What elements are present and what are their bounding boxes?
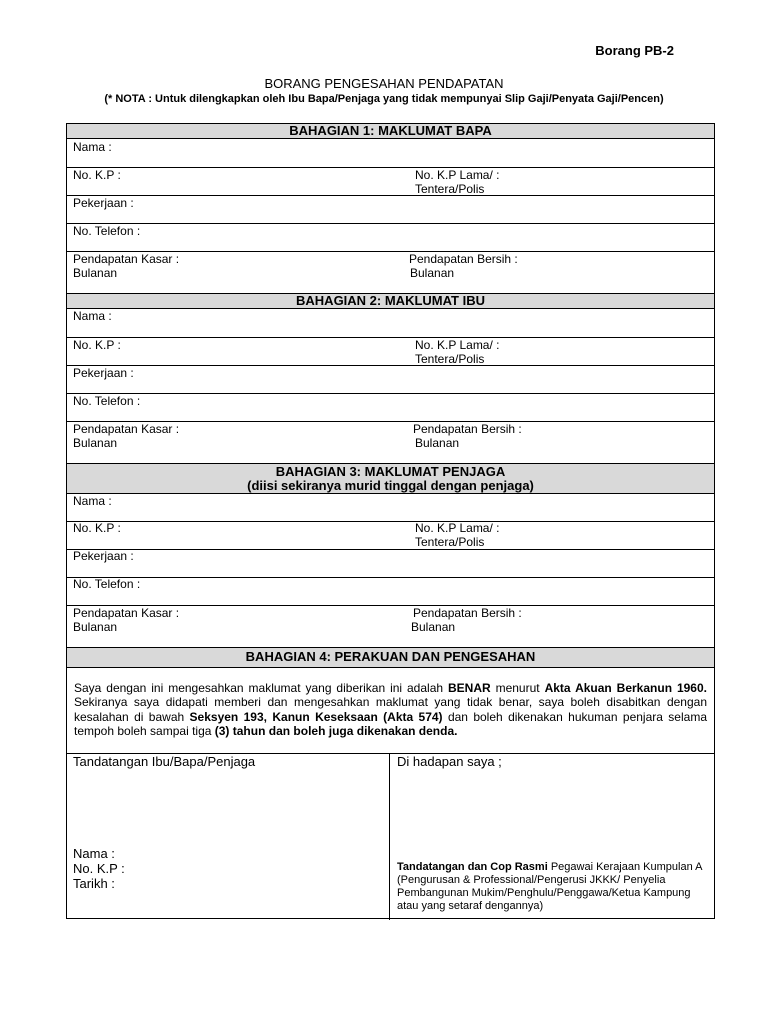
witness-title: Di hadapan saya ; xyxy=(397,754,502,769)
official-stamp-note xyxy=(397,861,712,913)
declaration-part-2: menurut xyxy=(490,681,545,695)
mother-job-row[interactable] xyxy=(67,366,714,394)
declaration-part-4: dan boleh dikenakan hukuman penjara selama tempoh boleh sampai tiga xyxy=(74,709,707,739)
section-2-title: BAHAGIAN 2: MAKLUMAT IBU xyxy=(296,293,485,308)
mother-phone-label: No. Telefon : xyxy=(73,394,141,408)
father-ic-row[interactable] xyxy=(67,168,714,196)
official-stamp-bold: Tandatangan dan Cop Rasmi xyxy=(397,861,548,873)
mother-ic-label: No. K.P : xyxy=(73,338,121,352)
father-name-label: Nama : xyxy=(73,140,112,154)
mother-name-row[interactable] xyxy=(67,309,714,338)
father-gross-monthly-label: Bulanan xyxy=(73,266,118,280)
mother-name-label: Nama : xyxy=(73,309,112,323)
father-job-label: Pekerjaan : xyxy=(73,196,134,210)
section-1-header xyxy=(67,124,714,139)
signer-name-label: Nama : xyxy=(73,846,115,861)
guardian-army-police-label: Tentera/Polis xyxy=(415,535,485,549)
guardian-job-row[interactable] xyxy=(67,550,714,578)
form-code: Borang PB-2 xyxy=(595,43,674,58)
section-4-title: BAHAGIAN 4: PERAKUAN DAN PENGESAHAN xyxy=(245,649,536,664)
guardian-gross-monthly-label: Bulanan xyxy=(73,620,118,634)
mother-old-ic-label: No. K.P Lama/ : xyxy=(415,338,500,352)
guardian-name-label: Nama : xyxy=(73,494,112,508)
form-table xyxy=(66,123,715,919)
guardian-gross-income-label: Pendapatan Kasar : xyxy=(73,606,180,620)
guardian-ic-row[interactable] xyxy=(67,522,714,550)
father-phone-label: No. Telefon : xyxy=(73,224,141,238)
mother-gross-monthly-label: Bulanan xyxy=(73,436,118,450)
declaration-part-3: Sekiranya saya didapati memberi dan mengesahkan maklumat yang tidak benar, saya boleh disabitkan dengan kesalahan di bawah xyxy=(74,695,707,724)
guardian-ic-label: No. K.P : xyxy=(73,521,121,535)
mother-income-row[interactable] xyxy=(67,422,714,464)
father-gross-income-label: Pendapatan Kasar : xyxy=(73,252,180,266)
witness-signature-box[interactable] xyxy=(390,754,714,920)
mother-gross-income-label: Pendapatan Kasar : xyxy=(73,422,180,436)
section-3-subtitle: (diisi sekiranya murid tinggal dengan penjaga) xyxy=(247,478,534,493)
declaration-true-bold: BENAR xyxy=(447,681,491,695)
guardian-name-row[interactable] xyxy=(67,494,714,522)
father-phone-row[interactable] xyxy=(67,224,714,252)
declaration-part-1: Saya dengan ini mengesahkan maklumat yang diberikan ini adalah xyxy=(74,681,448,695)
declaration-penalty-bold: (3) tahun dan boleh juga dikenakan denda. xyxy=(214,724,458,739)
declaration-act-bold: Akta Akuan Berkanun 1960. xyxy=(544,681,707,695)
section-3-header xyxy=(67,464,714,494)
section-3-title: BAHAGIAN 3: MAKLUMAT PENJAGA xyxy=(275,464,506,479)
parent-signature-title: Tandatangan Ibu/Bapa/Penjaga xyxy=(73,754,256,769)
signer-ic-label: No. K.P : xyxy=(73,861,125,876)
father-income-row[interactable] xyxy=(67,252,714,294)
declaration-text xyxy=(74,681,707,739)
mother-phone-row[interactable] xyxy=(67,394,714,422)
father-old-ic-label: No. K.P Lama/ : xyxy=(415,168,500,182)
section-1-title: BAHAGIAN 1: MAKLUMAT BAPA xyxy=(289,123,492,138)
official-stamp-text: Pegawai Kerajaan Kumpulan A (Pengurusan & Professional/Pengerusi JKKK/ Penyelia Pembangunan Mukim/Penghulu/Penggawa/Ketua Kampung atau yang setaraf dengannya) xyxy=(397,861,702,912)
father-net-monthly-label: Bulanan xyxy=(410,266,455,280)
father-net-income-label: Pendapatan Bersih : xyxy=(409,252,518,266)
mother-job-label: Pekerjaan : xyxy=(73,366,134,380)
guardian-phone-row[interactable] xyxy=(67,578,714,606)
signer-date-label: Tarikh : xyxy=(73,876,115,891)
section-2-header xyxy=(67,294,714,309)
father-job-row[interactable] xyxy=(67,196,714,224)
guardian-phone-label: No. Telefon : xyxy=(73,577,141,591)
father-name-row[interactable] xyxy=(67,139,714,168)
guardian-income-row[interactable] xyxy=(67,606,714,648)
mother-net-income-label: Pendapatan Bersih : xyxy=(413,422,522,436)
mother-net-monthly-label: Bulanan xyxy=(415,436,460,450)
declaration-section-bold: Seksyen 193, Kanun Keseksaan (Akta 574) xyxy=(189,709,443,724)
guardian-old-ic-label: No. K.P Lama/ : xyxy=(415,521,500,535)
form-title: BORANG PENGESAHAN PENDAPATAN xyxy=(264,76,504,91)
guardian-job-label: Pekerjaan : xyxy=(73,549,134,563)
declaration-block xyxy=(67,668,714,754)
parent-signature-box[interactable] xyxy=(67,754,390,920)
father-ic-label: No. K.P : xyxy=(73,168,121,182)
guardian-net-income-label: Pendapatan Bersih : xyxy=(413,606,522,620)
mother-ic-row[interactable] xyxy=(67,338,714,366)
section-4-header xyxy=(67,648,714,668)
form-note: (* NOTA : Untuk dilengkapkan oleh Ibu Bapa/Penjaga yang tidak mempunyai Slip Gaji/Penyata Gaji/Pencen) xyxy=(104,93,664,105)
father-army-police-label: Tentera/Polis xyxy=(415,182,485,196)
mother-army-police-label: Tentera/Polis xyxy=(415,352,485,366)
guardian-net-monthly-label: Bulanan xyxy=(411,620,456,634)
